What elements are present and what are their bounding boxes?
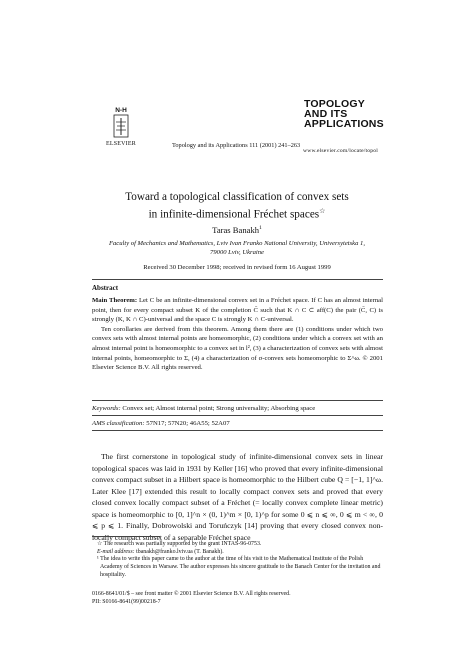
ams-label: AMS classification: xyxy=(92,420,145,427)
affiliation-line-2: 79000 Lviv, Ukraine xyxy=(210,249,264,256)
abstract-top-rule xyxy=(92,279,383,280)
title-line-2-text: in infinite-dimensional Fréchet spaces xyxy=(148,208,320,221)
affiliation-line-1: Faculty of Mechanics and Mathematics, Lviv Ivan Franko National University, Universytetska 1, xyxy=(108,240,365,247)
received-dates: Received 30 December 1998; received in revised form 16 August 1999 xyxy=(143,264,331,271)
author-name-text: Taras Banakh xyxy=(212,225,260,235)
journal-url[interactable]: www.elsevier.com/locate/topol xyxy=(303,148,379,154)
body-top-rule xyxy=(92,430,383,431)
title-line-2 xyxy=(60,204,414,222)
ams-classification xyxy=(92,420,230,427)
footnote-acknowledgement: ¹ The idea to write this paper came to the author at the time of his visit to the Mathematical Institute of the Polish Academy of Sciences in Warsaw. The author expresses his sincere gratitude to the Banach Center for the invitation and hospitality. xyxy=(97,556,381,578)
issn-block xyxy=(92,590,383,607)
body-paragraph-1: The first cornerstone in topological study of infinite-dimensional convex sets in linear topological spaces was laid in 1931 by Keller [16] who proved that every infinite-dimensional convex compact subset in a Hilbert space is homeomorphic to the Hilbert cube Q = [−1, 1]^ω. Later Klee [17] extended this result to locally compact convex sets and proved that every closed convex locally compact subset of a Fréchet (= locally convex complete linear metric) space is homeomorphic to [0, 1]^n × (0, 1)^m × [0, 1)^p for some 0 ⩽ n ⩽ ∞, 0 ⩽ m < ∞, 0 ⩽ p ⩽ 1. Finally, Dobrowolski and Toruńczyk [14] proving that every closed convex non-locally compact subset of a separable Fréchet space xyxy=(92,452,383,542)
pii-line: PII: S0166-8641(99)00218-7 xyxy=(92,599,161,606)
title-footnote-mark[interactable]: ☆ xyxy=(319,207,326,215)
keywords-top-rule xyxy=(92,400,383,401)
publisher-mark: N-H xyxy=(115,107,127,114)
author-name xyxy=(60,225,414,235)
author-affiliation xyxy=(90,239,384,257)
email-label: E-mail address: xyxy=(97,548,135,555)
publisher-logo xyxy=(110,106,132,142)
footnote-rule xyxy=(92,536,160,537)
journal-title-line: AND ITS xyxy=(304,108,348,120)
footnotes xyxy=(92,541,383,580)
keywords xyxy=(92,405,315,412)
issn-line: 0166-8641/01/$ – see front matter © 2001 Elsevier Science B.V. All rights reserved. xyxy=(92,591,291,597)
publisher-tree-icon xyxy=(110,106,132,140)
abstract-text xyxy=(92,296,383,373)
publisher-id: ELSEVIER xyxy=(106,141,136,147)
journal-title-line: APPLICATIONS xyxy=(304,118,384,130)
email-value[interactable]: tbanakh@franko.lviv.ua (T. Banakh). xyxy=(136,548,224,555)
title-line-1: Toward a topological classification of convex sets xyxy=(125,191,349,203)
journal-title xyxy=(304,99,392,129)
journal-citation: Topology and its Applications 111 (2001) 241–263 xyxy=(172,142,301,149)
footnote-funding: ☆ The research was partially supported by the grant INTAS-96-0753. xyxy=(97,541,262,547)
ams-top-rule xyxy=(92,415,383,416)
main-theorem-label: Main Theorem: xyxy=(92,297,138,304)
keywords-label: Keywords: xyxy=(92,405,121,412)
journal-title-line: TOPOLOGY xyxy=(304,98,365,110)
article-body xyxy=(92,451,383,543)
abstract-heading: Abstract xyxy=(92,284,119,292)
abstract-paragraph-1-text: Let C be an infinite-dimensional convex set in a Fréchet space. If C has an almost internal point, then for every compact subset K of the completion C̄ such that K ∩ C ⊂ aff(C) the pair (C̄, C) is strongly (K, K ∩ C)-universal and the space C is strongly K ∩ C-universal. xyxy=(92,297,383,324)
ams-text: 57N17; 57N20; 46A55; 52A07 xyxy=(146,420,230,427)
abstract-paragraph-2: Ten corollaries are derived from this theorem. Among them there are (1) conditions under which two convex sets with almost internal points are homeomorphic, (2) conditions under which a convex set with an almost internal point is homeomorphic to a convex set in l², (3) a characterization of convex sets with almost internal points, homeomorphic to Σ, (4) a characterization of σ-convex sets homeomorphic to Σ^ω. © 2001 Elsevier Science B.V. All rights reserved. xyxy=(92,325,383,372)
author-footnote-mark[interactable]: 1 xyxy=(259,225,262,232)
keywords-text: Convex set; Almost internal point; Strong universality; Absorbing space xyxy=(122,405,316,412)
article-title xyxy=(60,190,414,222)
abstract-paragraph-1 xyxy=(92,296,383,325)
